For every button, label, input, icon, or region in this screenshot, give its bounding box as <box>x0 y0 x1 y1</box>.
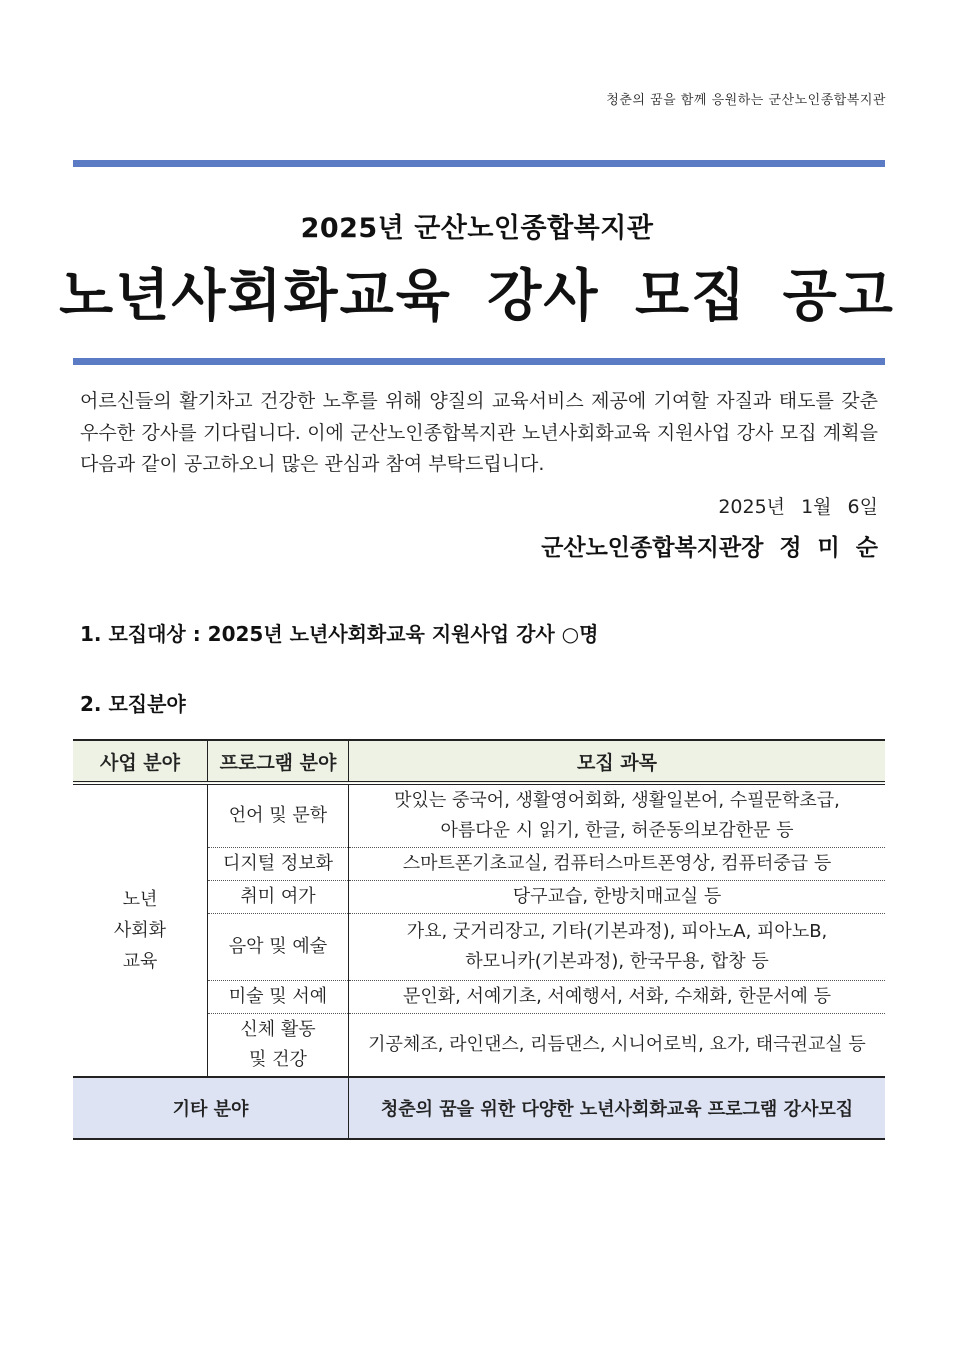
program-label: 미술 및 서예 <box>228 986 328 1007</box>
subject-cell <box>349 783 886 848</box>
program-label: 디지털 정보화 <box>222 853 334 874</box>
recruit-fields-table <box>73 739 885 1140</box>
program-cell <box>208 881 349 914</box>
header-business-field: 사업 분야 <box>73 740 208 783</box>
table-row <box>73 783 885 848</box>
program-label: 취미 여가 <box>240 886 316 907</box>
subject-cell <box>349 981 886 1014</box>
subject-line: 아름다운 시 읽기, 한글, 허준동의보감한문 등 <box>440 820 794 841</box>
category-line: 교육 <box>122 951 158 972</box>
subject-line: 문인화, 서예기초, 서예행서, 서화, 수채화, 한문서예 등 <box>402 986 832 1007</box>
other-field-value: 청춘의 꿈을 위한 다양한 노년사회화교육 프로그램 강사모집 <box>349 1077 886 1139</box>
program-cell <box>208 848 349 881</box>
subject-cell <box>349 1014 886 1078</box>
table-header-row <box>73 740 885 783</box>
bottom-divider <box>73 358 885 365</box>
signer-name: 군산노인종합복지관장 정 미 순 <box>541 535 878 561</box>
subject-cell <box>349 914 886 981</box>
subject-line: 당구교습, 한방치매교실 등 <box>512 886 722 907</box>
subject-line: 스마트폰기초교실, 컴퓨터스마트폰영상, 컴퓨터중급 등 <box>402 853 832 874</box>
program-cell <box>208 981 349 1014</box>
program-label: 신체 활동 <box>240 1019 316 1040</box>
program-cell <box>208 783 349 848</box>
subject-line: 맛있는 중국어, 생활영어회화, 생활일본어, 수필문학초급, <box>394 790 840 811</box>
document-subtitle: 2025년 군산노인종합복지관 <box>300 213 654 244</box>
subject-cell <box>349 881 886 914</box>
program-cell <box>208 1014 349 1078</box>
subject-line: 기공체조, 라인댄스, 리듬댄스, 시니어로빅, 요가, 태극권교실 등 <box>368 1034 866 1055</box>
program-label: 언어 및 문학 <box>228 805 328 826</box>
top-divider <box>73 160 885 167</box>
header-tagline: 청춘의 꿈을 함께 응원하는 군산노인종합복지관 <box>606 93 886 108</box>
section-recruit-fields: 2. 모집분야 <box>80 692 186 716</box>
table-footer-row <box>73 1077 885 1139</box>
section-recruit-target: 1. 모집대상 : 2025년 노년사회화교육 지원사업 강사 ○명 <box>80 622 599 646</box>
announcement-date: 2025년 1월 6일 <box>718 496 878 518</box>
other-field-label: 기타 분야 <box>73 1077 349 1139</box>
subject-line: 가요, 굿거리장고, 기타(기본과정), 피아노A, 피아노B, <box>406 921 828 942</box>
intro-paragraph: 어르신들의 활기차고 건강한 노후를 위해 양질의 교육서비스 제공에 기여할 자질과 태도를 갖춘 우수한 강사를 기다립니다. 이에 군산노인종합복지관 노년사회화교육 지원사업 강사 모집 계획을 다음과 같이 공고하오니 많은 관심과 참여 부탁드립니다. <box>80 390 878 475</box>
program-label: 및 건강 <box>249 1049 307 1070</box>
program-cell <box>208 914 349 981</box>
program-label: 음악 및 예술 <box>228 936 328 957</box>
subject-cell <box>349 848 886 881</box>
document-title: 노년사회화교육 강사 모집 공고 <box>59 264 895 329</box>
category-line: 노년 <box>122 889 158 910</box>
category-line: 사회화 <box>113 920 167 941</box>
header-program-field: 프로그램 분야 <box>208 740 349 783</box>
subject-line: 하모니카(기본과정), 한국무용, 합창 등 <box>465 951 769 972</box>
category-cell <box>73 783 208 1077</box>
header-subjects: 모집 과목 <box>349 740 886 783</box>
